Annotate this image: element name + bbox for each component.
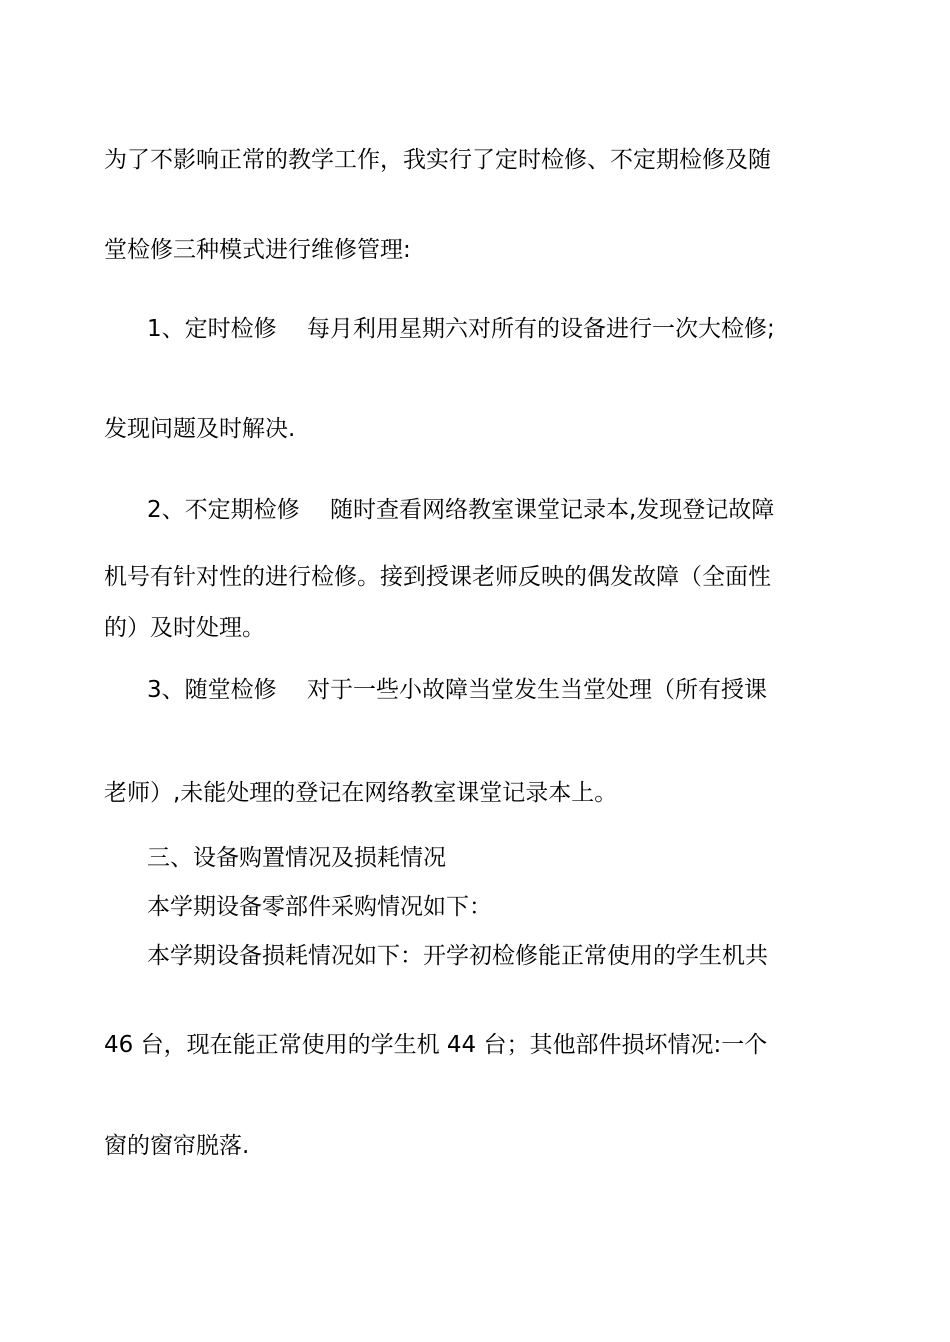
paragraph-line: 本学期设备零部件采购情况如下： bbox=[147, 894, 492, 920]
paragraph-line: 46 台，现在能正常使用的学生机 44 台；其他部件损坏情况:一个 bbox=[104, 1032, 768, 1058]
list-item-irregular-maintenance: 2、不定期检修 随时查看网络教室课堂记录本,发现登记故障 bbox=[147, 497, 775, 523]
paragraph-line: 堂检修三种模式进行维修管理: bbox=[104, 237, 411, 263]
paragraph-line: 本学期设备损耗情况如下：开学初检修能正常使用的学生机共 bbox=[147, 943, 768, 969]
paragraph-line: 为了不影响正常的教学工作，我实行了定时检修、不定期检修及随 bbox=[104, 147, 771, 173]
paragraph-line: 窗的窗帘脱落. bbox=[104, 1133, 250, 1159]
paragraph-line: 发现问题及时解决. bbox=[104, 416, 296, 442]
paragraph-line: 的）及时处理。 bbox=[104, 615, 265, 641]
paragraph-line: 机号有针对性的进行检修。接到授课老师反映的偶发故障（全面性 bbox=[104, 564, 771, 590]
section-heading: 三、设备购置情况及损耗情况 bbox=[147, 845, 446, 871]
list-item-timed-maintenance: 1、定时检修 每月利用星期六对所有的设备进行一次大检修; bbox=[147, 316, 775, 342]
list-item-in-class-maintenance: 3、随堂检修 对于一些小故障当堂发生当堂处理（所有授课 bbox=[147, 677, 767, 703]
paragraph-line: 老师）,未能处理的登记在网络教室课堂记录本上。 bbox=[104, 780, 618, 806]
